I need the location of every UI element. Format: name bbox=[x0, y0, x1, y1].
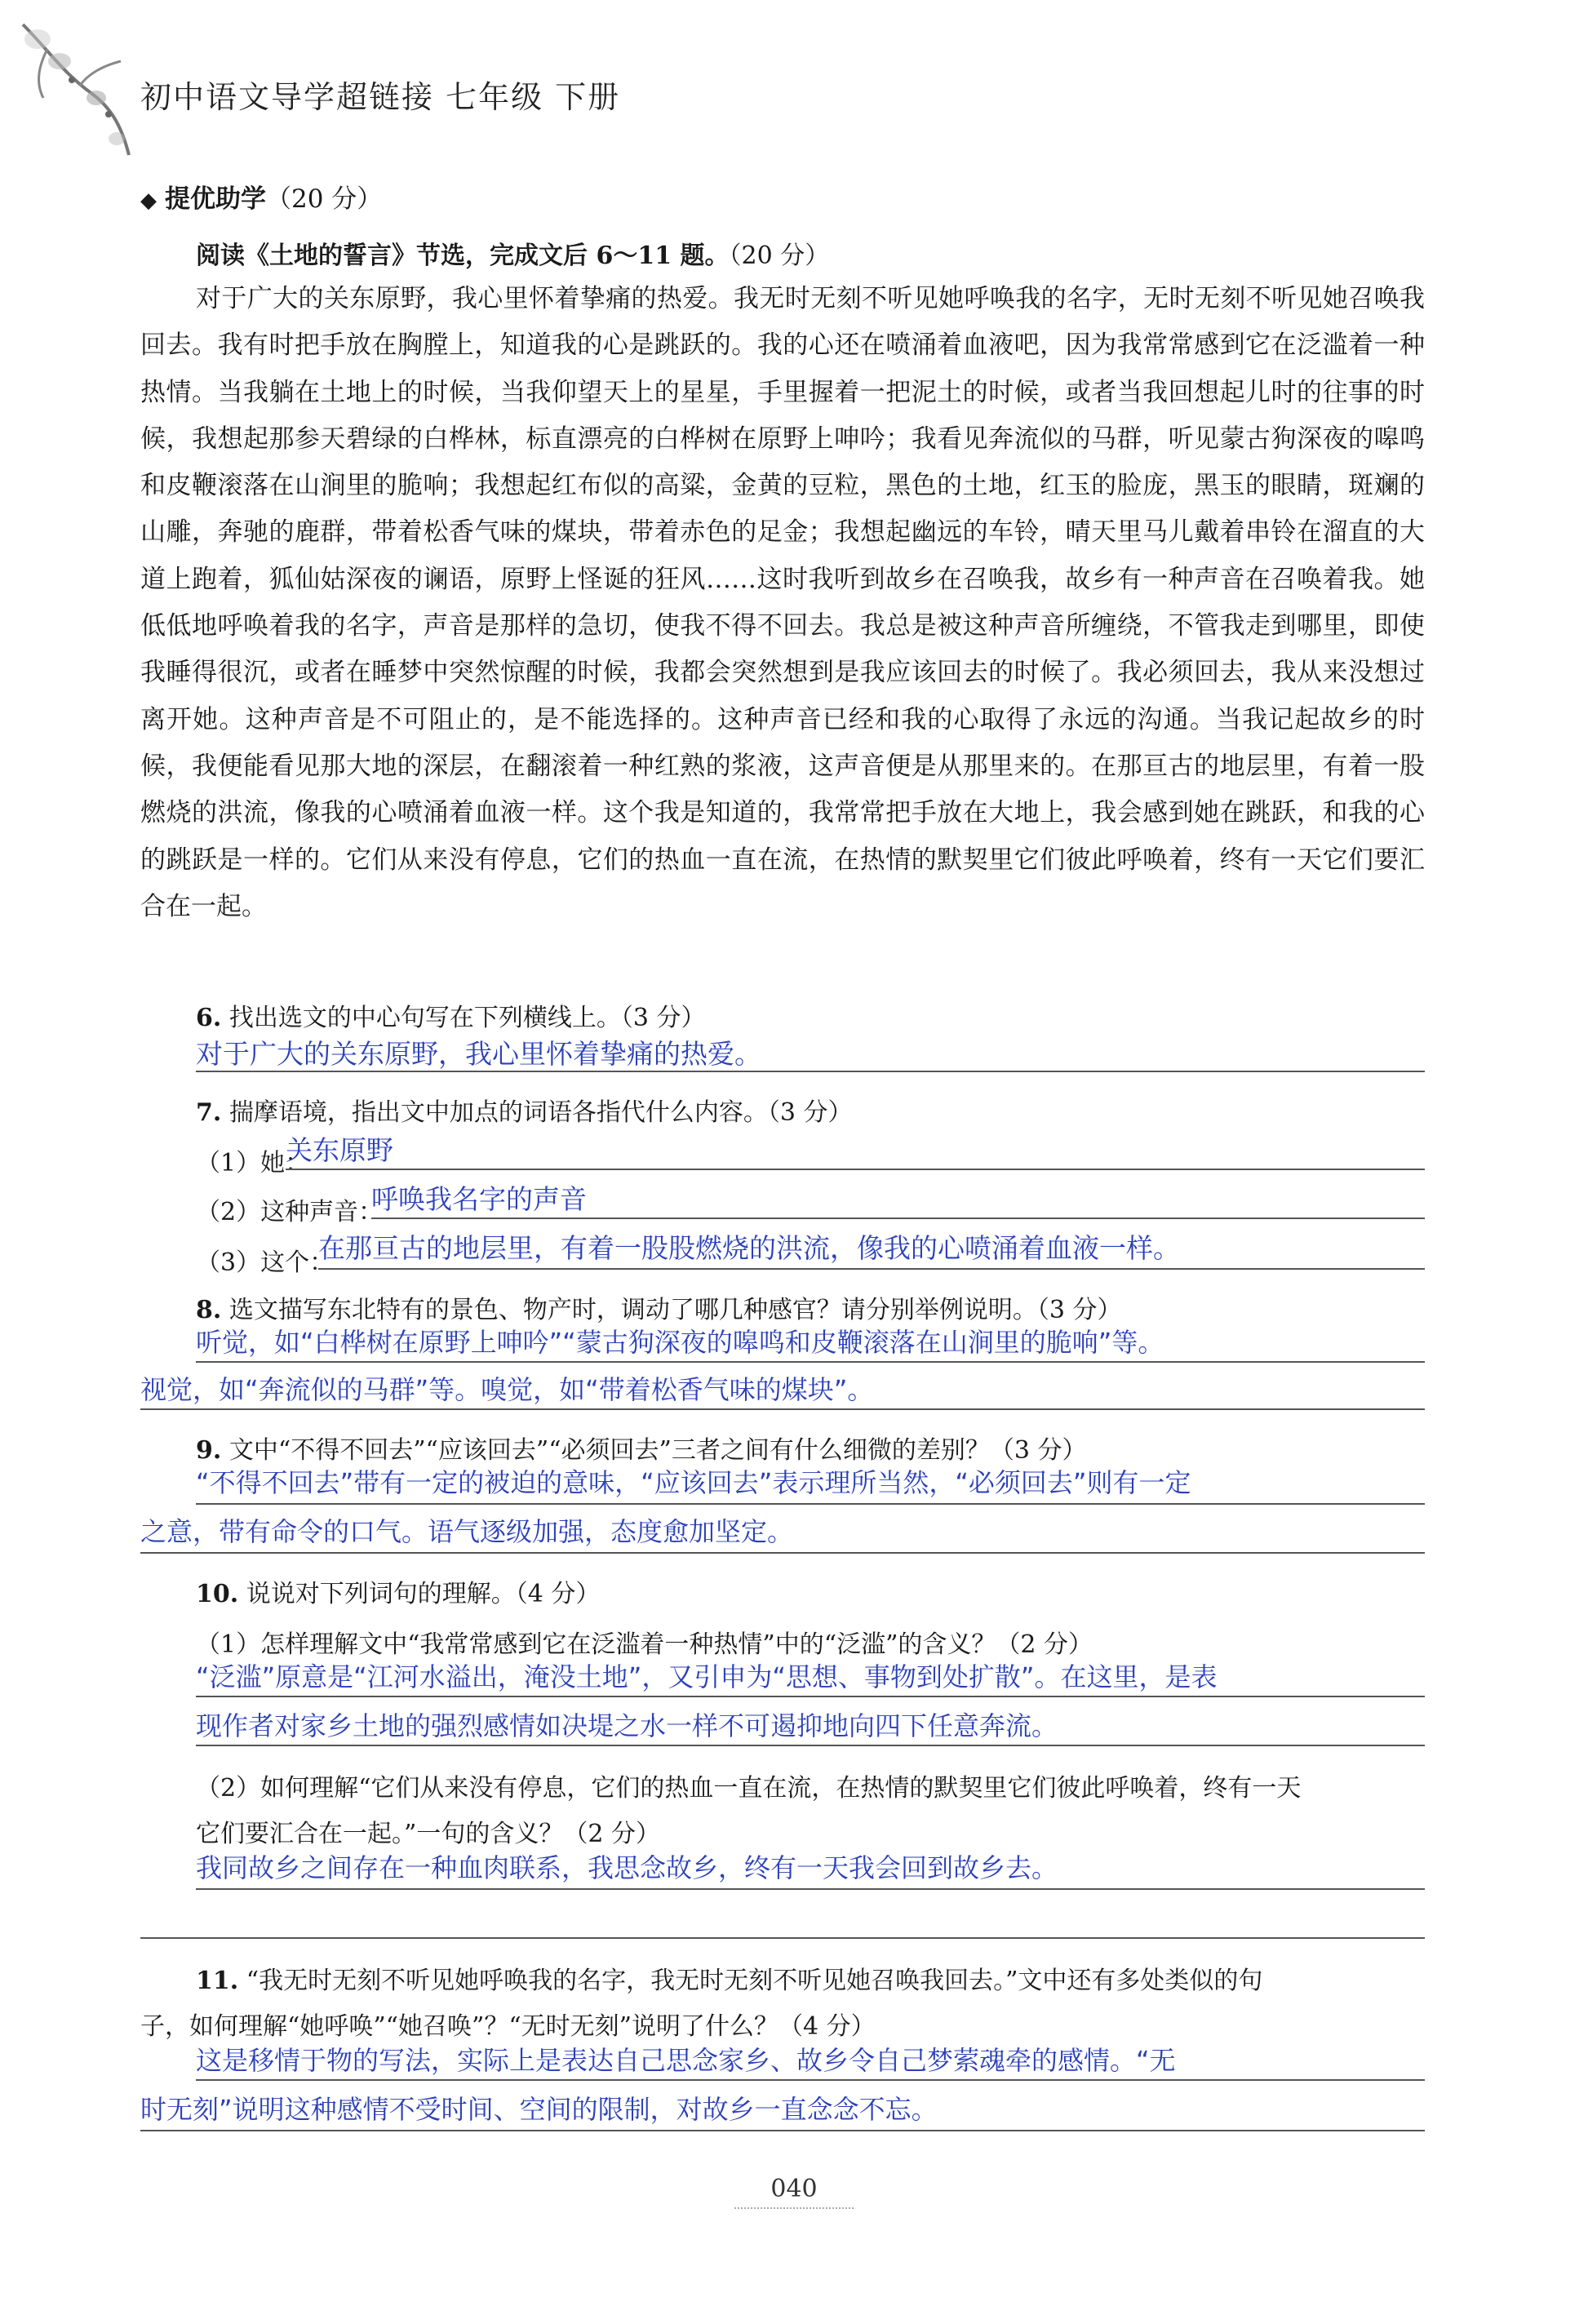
answer-line bbox=[196, 1888, 1425, 1890]
answer-10-2: 我同故乡之间存在一种血肉联系，我思念故乡，终有一天我会回到故乡去。 bbox=[196, 1852, 1058, 1883]
answer-line bbox=[140, 1408, 1425, 1410]
answer-line bbox=[318, 1268, 1425, 1270]
question-number: 11. bbox=[196, 1967, 239, 1995]
answer-10-1-line-2: 现作者对家乡土地的强烈感情如决堤之水一样不可遏抑地向四下任意奔流。 bbox=[196, 1710, 1058, 1741]
section-heading bbox=[140, 178, 382, 215]
section-title: 提优助学 bbox=[165, 184, 266, 214]
answer-line bbox=[196, 1745, 1425, 1746]
answer-line bbox=[140, 1937, 1425, 1939]
answer-10-1-line-1: “泛滥”原意是“江河水溢出，淹没土地”，又引申为“思想、事物到处扩散”。在这里，是表 bbox=[196, 1661, 1218, 1692]
question-text: 揣摩语境，指出文中加点的词语各指代什么内容。（3 分） bbox=[221, 1098, 853, 1127]
answer-line bbox=[196, 2079, 1425, 2081]
section-score: （20 分） bbox=[266, 184, 383, 214]
answer-line bbox=[371, 1217, 1425, 1219]
answer-line bbox=[196, 1503, 1425, 1505]
answer-8-line-2: 视觉，如“奔流似的马群”等。嗅觉，如“带着松香气味的煤块”。 bbox=[140, 1374, 874, 1405]
answer-7-1: 关东原野 bbox=[286, 1134, 393, 1166]
question-10-sub-2-line-2: 它们要汇合在一起。”一句的含义？（2 分） bbox=[196, 1820, 660, 1848]
answer-9-line-2: 之意，带有命令的口气。语气逐级加强，态度愈加坚定。 bbox=[140, 1516, 794, 1547]
plum-branch-decoration-icon bbox=[15, 16, 137, 171]
question-text: 说说对下列词句的理解。（4 分） bbox=[238, 1580, 601, 1608]
answer-line bbox=[196, 1071, 1425, 1072]
answer-8-line-1: 听觉，如“白桦树在原野上呻吟”“蒙古狗深夜的嗥鸣和皮鞭滚落在山涧里的脆响”等。 bbox=[196, 1327, 1164, 1358]
question-10 bbox=[196, 1573, 600, 1609]
question-11-line-2: 子，如何理解“她呼唤”“她召唤”？“无时无刻”说明了什么？（4 分） bbox=[140, 2012, 876, 2041]
answer-9-line-1: “不得不回去”带有一定的被迫的意味，“应该回去”表示理所当然，“必须回去”则有一定 bbox=[196, 1467, 1191, 1498]
instruction-score: （20 分） bbox=[729, 242, 830, 270]
question-9 bbox=[196, 1430, 1087, 1466]
answer-line bbox=[140, 2130, 1425, 2131]
question-number: 6. bbox=[196, 1004, 222, 1032]
answer-7-2: 呼唤我名字的声音 bbox=[371, 1183, 587, 1215]
question-6 bbox=[196, 997, 706, 1033]
answer-line bbox=[286, 1169, 1425, 1170]
answer-6: 对于广大的关东原野，我心里怀着挚痛的热爱。 bbox=[196, 1038, 761, 1070]
answer-line bbox=[140, 1552, 1425, 1554]
book-title: 初中语文导学超链接 七年级 下册 bbox=[140, 79, 621, 115]
reading-passage: 对于广大的关东原野，我心里怀着挚痛的热爱。我无时无刻不听见她呼唤我的名字，无时无刻不听见她召唤我回去。我有时把手放在胸膛上，知道我的心是跳跃的。我的心还在喷涌着血液吧，因为我常常感到它在泛滥着一种热情。当我躺在土地上的时候，当我仰望天上的星星，手里握着一把泥土的时候，或者当我回想起儿时的往事的时候，我想起那参天碧绿的白桦林，标直漂亮的白桦树在原野上呻吟；我看见奔流似的马群，听见蒙古狗深夜的嗥鸣和皮鞭滚落在山涧里的脆响；我想起红布似的高粱，金黄的豆粒，黑色的土地，红玉的脸庞，黑玉的眼睛，斑斓的山雕，奔驰的鹿群，带着松香气味的煤块，带着赤色的足金；我想起幽远的车铃，晴天里马儿戴着串铃在溜直的大道上跑着，狐仙姑深夜的谰语，原野上怪诞的狂风……这时我听到故乡在召唤我，故乡有一种声音在召唤着我。她低低地呼唤着我的名字，声音是那样的急切，使我不得不回去。我总是被这种声音所缠绕，不管我走到哪里，即使我睡得很沉，或者在睡梦中突然惊醒的时候，我都会突然想到是我应该回去的时候了。我必须回去，我从来没想过离开她。这种声音是不可阻止的，是不能选择的。这种声音已经和我的心取得了永远的沟通。当我记起故乡的时候，我便能看见那大地的深层，在翻滚着一种红熟的浆液，这声音便是从那里来的。在那亘古的地层里，有着一股燃烧的洪流，像我的心喷涌着血液一样。这个我是知道的，我常常把手放在大地上，我会感到她在跳跃，和我的心的跳跃是一样的。它们从来没有停息，它们的热血一直在流，在热情的默契里它们彼此呼唤着，终有一天它们要汇合在一起。 bbox=[140, 284, 1425, 921]
question-number: 7. bbox=[196, 1098, 222, 1127]
question-text: 选文描写东北特有的景色、物产时，调动了哪几种感官？请分别举例说明。（3 分） bbox=[221, 1296, 1122, 1324]
question-8 bbox=[196, 1289, 1122, 1325]
question-7-sub-2: （2）这种声音： bbox=[196, 1198, 384, 1226]
answer-11-line-2: 时无刻”说明这种感情不受时间、空间的限制，对故乡一直念念不忘。 bbox=[140, 2094, 938, 2125]
answer-11-line-1: 这是移情于物的写法，实际上是表达自己思念家乡、故乡令自己梦萦魂牵的感情。“无 bbox=[196, 2045, 1176, 2076]
question-11 bbox=[196, 1960, 1262, 1996]
question-text: “我无时无刻不听见她呼唤我的名字，我无时无刻不听见她召唤我回去。”文中还有多处类似的句 bbox=[238, 1967, 1263, 1995]
question-10-sub-2-line-1: （2）如何理解“它们从来没有停息，它们的热血一直在流，在热情的默契里它们彼此呼唤着，终有一天 bbox=[196, 1774, 1302, 1803]
question-7-sub-3: （3）这个： bbox=[196, 1248, 335, 1277]
diamond-icon: ◆ bbox=[140, 188, 157, 213]
question-number: 8. bbox=[196, 1296, 222, 1324]
page-number-underline bbox=[734, 2207, 854, 2209]
answer-7-3: 在那亘古的地层里，有着一股股燃烧的洪流，像我的心喷涌着血液一样。 bbox=[318, 1232, 1180, 1264]
question-7-sub-1: （1）她： bbox=[196, 1149, 310, 1178]
question-number: 10. bbox=[196, 1580, 239, 1608]
question-text: 找出选文的中心句写在下列横线上。（3 分） bbox=[221, 1004, 706, 1032]
answer-line bbox=[196, 1361, 1425, 1363]
reading-instruction bbox=[196, 235, 829, 271]
question-text: 文中“不得不回去”“应该回去”“必须回去”三者之间有什么细微的差别？（3 分） bbox=[221, 1436, 1087, 1465]
question-number: 9. bbox=[196, 1436, 222, 1465]
question-10-sub-1: （1）怎样理解文中“我常常感到它在泛滥着一种热情”中的“泛滥”的含义？（2 分） bbox=[196, 1630, 1093, 1659]
page-number: 040 bbox=[770, 2175, 818, 2203]
question-7 bbox=[196, 1092, 853, 1128]
instruction-text: 阅读《土地的誓言》节选，完成文后 6～11 题。 bbox=[196, 242, 730, 270]
answer-line bbox=[196, 1696, 1425, 1697]
